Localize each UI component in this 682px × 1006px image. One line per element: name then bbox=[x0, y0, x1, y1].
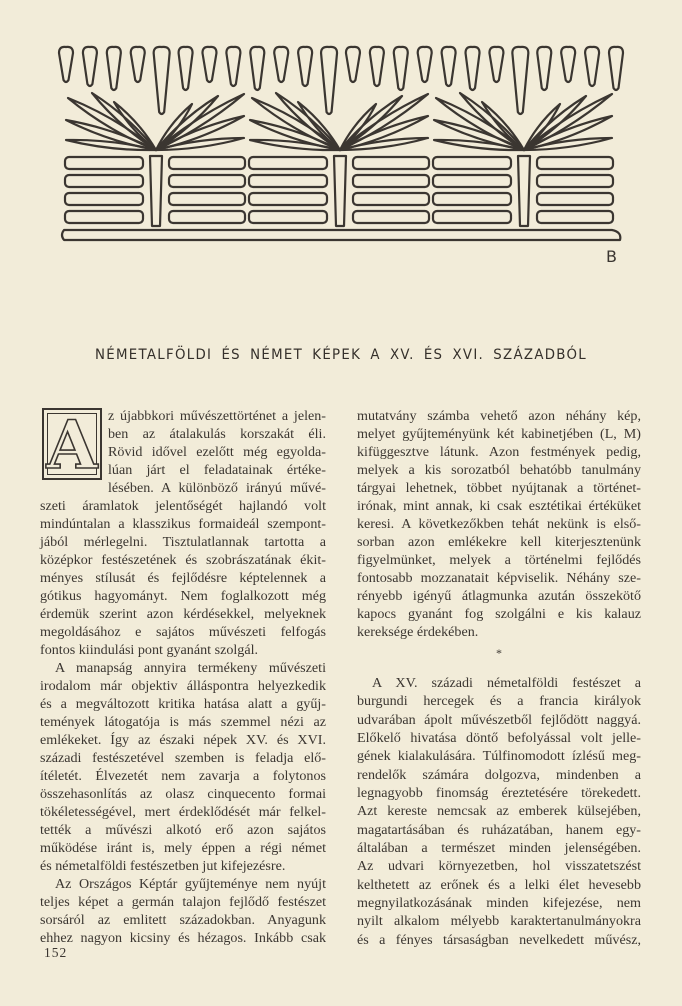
text-line: z újabbkori művészettörténet a jelen- bbox=[108, 408, 326, 424]
text-line: Azt kereste nemcsak az emberek külsejében, bbox=[357, 803, 641, 820]
stem-motif bbox=[518, 156, 530, 226]
text-line: udvarában ápolt művészetből fejlődött naggyá. bbox=[357, 711, 641, 728]
text-line: kifüggesztve látunk. Azon festmények pedig, bbox=[357, 444, 641, 460]
text-line: és németalföldi festészetben jut kifejezésre. bbox=[40, 858, 286, 874]
bar-motif bbox=[169, 175, 245, 187]
text-line: ítéletét. Élvezetét nem zavarja a folytonos bbox=[40, 768, 326, 784]
drop-motif bbox=[226, 47, 240, 86]
text-line: lúan járt el feladatainak értéke- bbox=[108, 462, 326, 478]
bar-motif bbox=[353, 175, 429, 187]
page-number: 152 bbox=[44, 945, 68, 960]
drop-motif bbox=[442, 47, 456, 86]
artist-monogram: B bbox=[606, 247, 617, 266]
left-column bbox=[40, 407, 326, 947]
text-line: irónak, mint annak, ki csak esztétikai értéküket bbox=[357, 498, 641, 514]
section-separator: * bbox=[496, 646, 502, 660]
text-line: kelthetett az erőnek és a lelki élet hevesebb bbox=[357, 876, 641, 893]
text-line: középkor festészetének és szobrászatának ékit- bbox=[40, 552, 326, 568]
text-line: kereksége érdekében. bbox=[357, 624, 479, 640]
text-line: sorsáról az emlitett századokban. Anyagunk bbox=[40, 912, 326, 928]
drop-motif bbox=[250, 47, 264, 90]
text-line: tárgyai lehetnek, többet nyújtanak a történet- bbox=[357, 480, 641, 496]
text-line: figyelmünket, melyek a történelmi fejlődés bbox=[357, 552, 641, 568]
leaf-motif bbox=[340, 116, 428, 150]
bar-motif bbox=[169, 157, 245, 169]
drop-motif bbox=[107, 47, 121, 90]
drop-motif bbox=[274, 47, 288, 82]
text-line: általában a természet minden jelenségében. bbox=[357, 840, 641, 857]
text-line: mutatvány számba vehető azon néhány kép, bbox=[357, 408, 641, 424]
drop-cap-letter: A bbox=[46, 406, 98, 484]
text-line: fontosabb mozzanatait képviselik. Néhány sze- bbox=[357, 570, 641, 586]
bar-motif bbox=[353, 157, 429, 169]
bar-motif bbox=[353, 193, 429, 205]
bar-motif bbox=[249, 157, 327, 169]
text-line: fontos kiindulási pont gyanánt szolgál. bbox=[40, 642, 259, 658]
text-line: gótikus hagyományt. Nem foglalkozott még bbox=[40, 588, 326, 604]
drop-motif bbox=[59, 47, 73, 82]
bar-motif bbox=[65, 157, 143, 169]
bar-motif bbox=[169, 193, 245, 205]
text-line: megnyilatkozásának minden kifejezése, nem bbox=[357, 895, 641, 912]
drop-motif bbox=[609, 47, 623, 90]
text-line: melyek a kis sorozatból behatóbb tanulmány bbox=[357, 462, 641, 478]
leaf-motif bbox=[156, 116, 244, 150]
drop-motif bbox=[154, 47, 170, 114]
text-line: emlékeket. Így az északi népek XV. és XVI. bbox=[40, 732, 326, 748]
drop-motif bbox=[537, 47, 551, 90]
text-line: sorban azon emlékekre kell kiterjesztenünk bbox=[357, 534, 641, 550]
text-line: irodalom már objektiv álláspontra helyezkedik bbox=[40, 678, 326, 694]
article-title: NÉMETALFÖLDI ÉS NÉMET KÉPEK A XV. ÉS XVI. SZÁZADBÓL bbox=[94, 347, 588, 363]
drop-motif bbox=[370, 47, 384, 86]
text-line: századi festészetével szemben is feladja elő- bbox=[40, 750, 326, 766]
leaf-motif bbox=[524, 116, 612, 150]
drop-motif bbox=[585, 47, 599, 86]
stem-motif bbox=[334, 156, 346, 226]
text-line: jából mérlegelni. Tisztulatlannak tartotta a bbox=[40, 534, 326, 550]
text-line: teljes képet a germán talajon fejlődő festészet bbox=[40, 894, 326, 910]
text-line: rendelők számára dolgozva, mindenben a bbox=[357, 766, 641, 783]
text-line: működése iránt is, mely éppen a régi német bbox=[40, 840, 326, 856]
text-line: és a megváltozott kritika hatása alatt a gyűj- bbox=[40, 696, 326, 712]
text-line: Rövid idővel ezelőtt még egyolda- bbox=[108, 444, 326, 460]
bar-motif bbox=[537, 175, 613, 187]
drop-cap bbox=[42, 406, 102, 484]
text-line: gének kialakulására. Túlfinomodott ízlésű meg- bbox=[357, 748, 641, 765]
drop-motif bbox=[489, 47, 503, 82]
drop-motif bbox=[321, 47, 337, 114]
headpiece-ornament bbox=[0, 0, 682, 270]
text-line: ményes stílusát és fejlődésre képtelennek a bbox=[40, 570, 326, 586]
text-line: lésében. A különböző irányú művé- bbox=[108, 480, 326, 496]
text-line: tökéletességével, mert érdeklődését már felkel- bbox=[40, 804, 326, 820]
text-line: magatartásában és ruházatában, hanem egy- bbox=[357, 821, 641, 838]
bar-motif bbox=[433, 157, 511, 169]
text-line: ehhez nagyon kicsiny és hézagos. Inkább csak bbox=[40, 930, 326, 946]
text-line: temények látogatója is más szemmel nézi az bbox=[40, 714, 326, 730]
drop-motif bbox=[202, 47, 216, 82]
right-column-bottom bbox=[357, 674, 641, 949]
text-line: és a fényes társaságban nevelkedett művész, bbox=[357, 931, 641, 948]
text-line: érdemük szerint azon kérdésekkel, melyeknek bbox=[40, 606, 326, 622]
bar-motif bbox=[249, 211, 327, 223]
bar-motif bbox=[249, 175, 327, 187]
text-line: A manapság annyira termékeny művészeti bbox=[55, 660, 326, 676]
bar-motif bbox=[537, 193, 613, 205]
text-line: burgundi hercegek és a francia királyok bbox=[357, 693, 641, 710]
bar-motif bbox=[65, 211, 143, 223]
bar-motif bbox=[537, 157, 613, 169]
drop-motif bbox=[131, 47, 145, 82]
bar-motif bbox=[353, 211, 429, 223]
text-line: legnagyobb finomság éreztetésére törekedett. bbox=[357, 785, 641, 802]
text-line: A XV. századi németalföldi festészet a bbox=[372, 675, 641, 691]
text-line: ben az átalakulás korszakát éli. bbox=[108, 426, 326, 442]
drop-motif bbox=[298, 47, 312, 86]
text-line: tették a művészi alkotó erő azon sajátos bbox=[40, 822, 326, 838]
base-bar-motif bbox=[62, 230, 620, 240]
drop-motif bbox=[561, 47, 575, 82]
bar-motif bbox=[433, 193, 511, 205]
drop-motif bbox=[466, 47, 480, 90]
right-column-top bbox=[357, 407, 641, 641]
text-line: szeti áramlatok jelentőségét hajlandó volt bbox=[40, 498, 326, 514]
text-line: rényebb igényű átlagmunka azután összekötő bbox=[357, 588, 641, 604]
bar-motif bbox=[537, 211, 613, 223]
text-line: melyet gyűjteményünk két kabinetjében (L, M) bbox=[357, 426, 641, 442]
stem-motif bbox=[150, 156, 162, 226]
text-line: mindúntalan a klasszikus formaideál szempont- bbox=[40, 516, 326, 532]
text-line: összehasonlítás az olasz cinquecento formai bbox=[40, 786, 326, 802]
drop-motif bbox=[83, 47, 97, 86]
drop-motif bbox=[179, 47, 193, 90]
bar-motif bbox=[65, 193, 143, 205]
text-line: kapocs gyanánt fog szolgálni e kis kalauz bbox=[357, 606, 641, 622]
bar-motif bbox=[169, 211, 245, 223]
text-line: keresi. A következőkben tehát nekünk is első- bbox=[357, 516, 641, 532]
text-line: nyilt alkalom mélyebb karaktertanulmányokra bbox=[357, 913, 641, 930]
drop-motif bbox=[346, 47, 360, 82]
drop-motif bbox=[394, 47, 408, 90]
text-line: Előkelő hivatása döntő befolyással volt jelle- bbox=[357, 730, 641, 747]
bar-motif bbox=[433, 211, 511, 223]
text-line: Az udvari környezetben, hol visszatetszést bbox=[357, 858, 641, 875]
bar-motif bbox=[65, 175, 143, 187]
text-line: megoldásához e sajátos művészeti felfogás bbox=[40, 624, 326, 640]
text-line: Az Országos Képtár gyűjteménye nem nyújt bbox=[55, 876, 326, 892]
drop-motif bbox=[418, 47, 432, 82]
drop-motif bbox=[512, 47, 528, 114]
bar-motif bbox=[433, 175, 511, 187]
bar-motif bbox=[249, 193, 327, 205]
